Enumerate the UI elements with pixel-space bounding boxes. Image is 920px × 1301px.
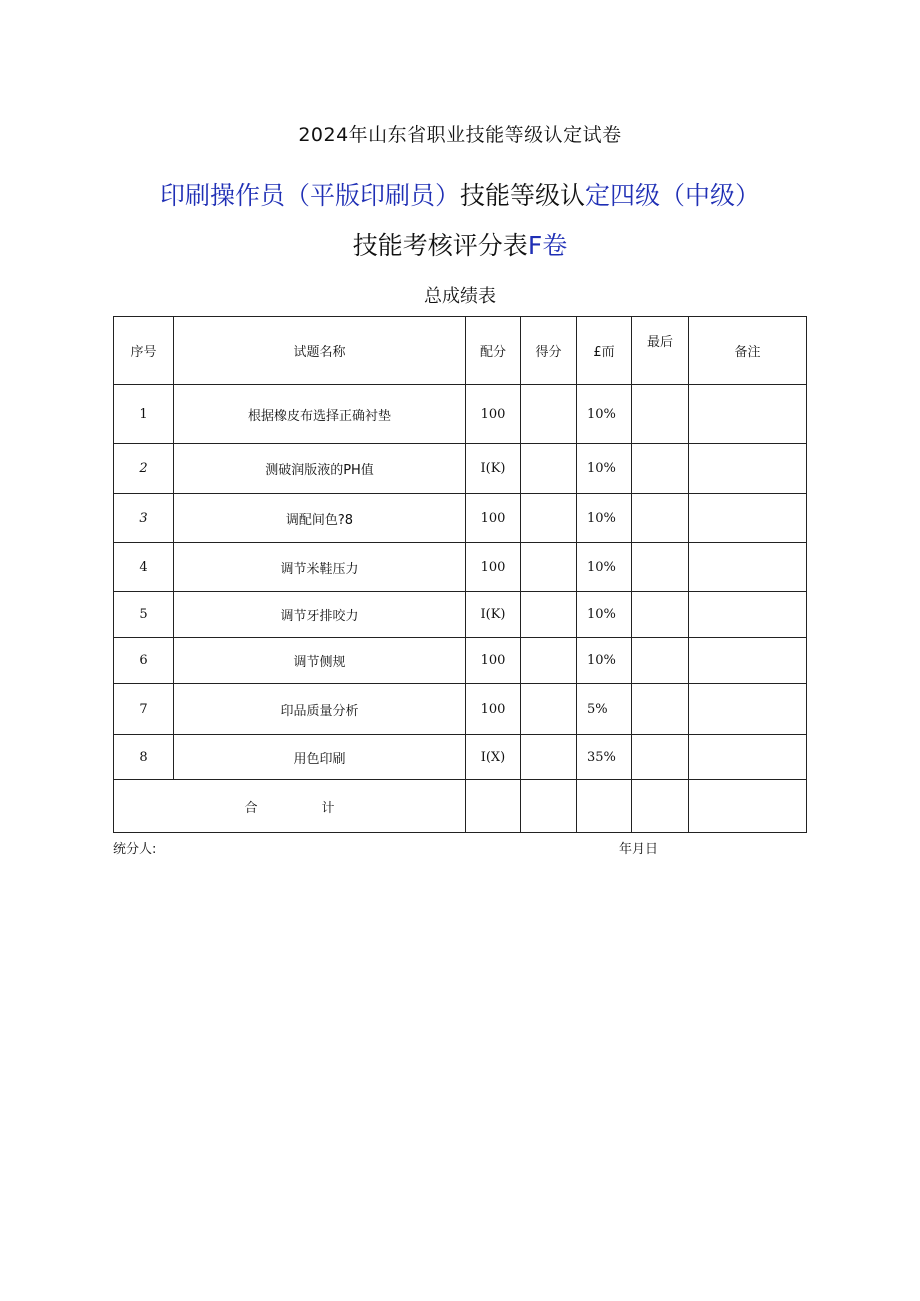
row-final — [632, 385, 689, 444]
row-got — [521, 592, 577, 638]
row-name: 印品质量分析 — [174, 684, 466, 735]
row-score: 100 — [466, 385, 521, 444]
form-title — [0, 226, 920, 262]
table-row — [114, 735, 807, 780]
total-label — [114, 780, 466, 833]
row-seq: 6 — [114, 638, 174, 684]
row-remark — [689, 543, 807, 592]
row-score: 100 — [466, 494, 521, 543]
row-weight: 10% — [577, 444, 632, 494]
total-remark — [689, 780, 807, 833]
row-final — [632, 735, 689, 780]
row-final — [632, 543, 689, 592]
row-seq: 2 — [114, 444, 174, 494]
row-name: 用色印刷 — [174, 735, 466, 780]
row-seq: 7 — [114, 684, 174, 735]
row-remark — [689, 735, 807, 780]
row-seq: 5 — [114, 592, 174, 638]
header-seq: 序号 — [114, 317, 174, 385]
exam-title: 2024年山东省职业技能等级认定试卷 — [298, 124, 622, 146]
date-label: 年月日 — [619, 842, 659, 857]
header-row — [114, 317, 807, 385]
row-seq: 1 — [114, 385, 174, 444]
table-row — [114, 385, 807, 444]
header-final: 最后 — [632, 317, 689, 385]
row-final — [632, 444, 689, 494]
total-label-1: 合 — [244, 800, 258, 816]
form-title-part-1: 技能考核评分表 — [352, 231, 528, 260]
row-weight: 35% — [577, 735, 632, 780]
subtitle-part-3: 定四级（中级） — [585, 181, 761, 210]
row-score: I(K) — [466, 444, 521, 494]
header-name: 试题名称 — [174, 317, 466, 385]
row-seq: 3 — [114, 494, 174, 543]
total-row — [114, 780, 807, 833]
row-remark — [689, 592, 807, 638]
row-got — [521, 735, 577, 780]
total-label-2: 计 — [321, 800, 335, 816]
row-weight: 10% — [577, 592, 632, 638]
row-final — [632, 638, 689, 684]
row-remark — [689, 444, 807, 494]
row-final — [632, 592, 689, 638]
row-weight: 5% — [577, 684, 632, 735]
total-final — [632, 780, 689, 833]
row-seq: 4 — [114, 543, 174, 592]
row-score: 100 — [466, 684, 521, 735]
header-remark: 备注 — [689, 317, 807, 385]
table-row — [114, 592, 807, 638]
total-weight — [577, 780, 632, 833]
row-score: I(K) — [466, 592, 521, 638]
row-name: 调节侧规 — [174, 638, 466, 684]
header-score: 配分 — [466, 317, 521, 385]
row-got — [521, 494, 577, 543]
row-remark — [689, 385, 807, 444]
subtitle-part-1: 印刷操作员（平版印刷员） — [159, 181, 460, 210]
row-score: 100 — [466, 638, 521, 684]
total-score — [466, 780, 521, 833]
table-row — [114, 543, 807, 592]
row-weight: 10% — [577, 494, 632, 543]
row-got — [521, 684, 577, 735]
row-final — [632, 494, 689, 543]
header-got: 得分 — [521, 317, 577, 385]
row-weight: 10% — [577, 543, 632, 592]
table-row — [114, 638, 807, 684]
form-title-part-2: F卷 — [527, 231, 568, 260]
table-row — [114, 684, 807, 735]
row-name: 调节牙排咬力 — [174, 592, 466, 638]
exam-subtitle — [0, 176, 920, 212]
row-got — [521, 385, 577, 444]
scorer-label: 统分人: — [113, 842, 157, 857]
row-remark — [689, 638, 807, 684]
row-seq: 8 — [114, 735, 174, 780]
row-name: 根据橡皮布选择正确衬垫 — [174, 385, 466, 444]
header-weight: £而 — [577, 317, 632, 385]
score-table — [113, 316, 807, 833]
subtitle-part-2: 技能等级认 — [459, 181, 585, 210]
row-final — [632, 684, 689, 735]
table-row — [114, 494, 807, 543]
row-score: I(X) — [466, 735, 521, 780]
row-name: 调配间色?8 — [174, 494, 466, 543]
row-name: 调节米鞋压力 — [174, 543, 466, 592]
row-score: 100 — [466, 543, 521, 592]
row-remark — [689, 494, 807, 543]
row-weight: 10% — [577, 385, 632, 444]
section-title: 总成绩表 — [424, 286, 496, 307]
total-got — [521, 780, 577, 833]
row-got — [521, 444, 577, 494]
row-got — [521, 638, 577, 684]
row-remark — [689, 684, 807, 735]
table-row — [114, 444, 807, 494]
row-weight: 10% — [577, 638, 632, 684]
row-got — [521, 543, 577, 592]
row-name: 测破润版液的PH值 — [174, 444, 466, 494]
